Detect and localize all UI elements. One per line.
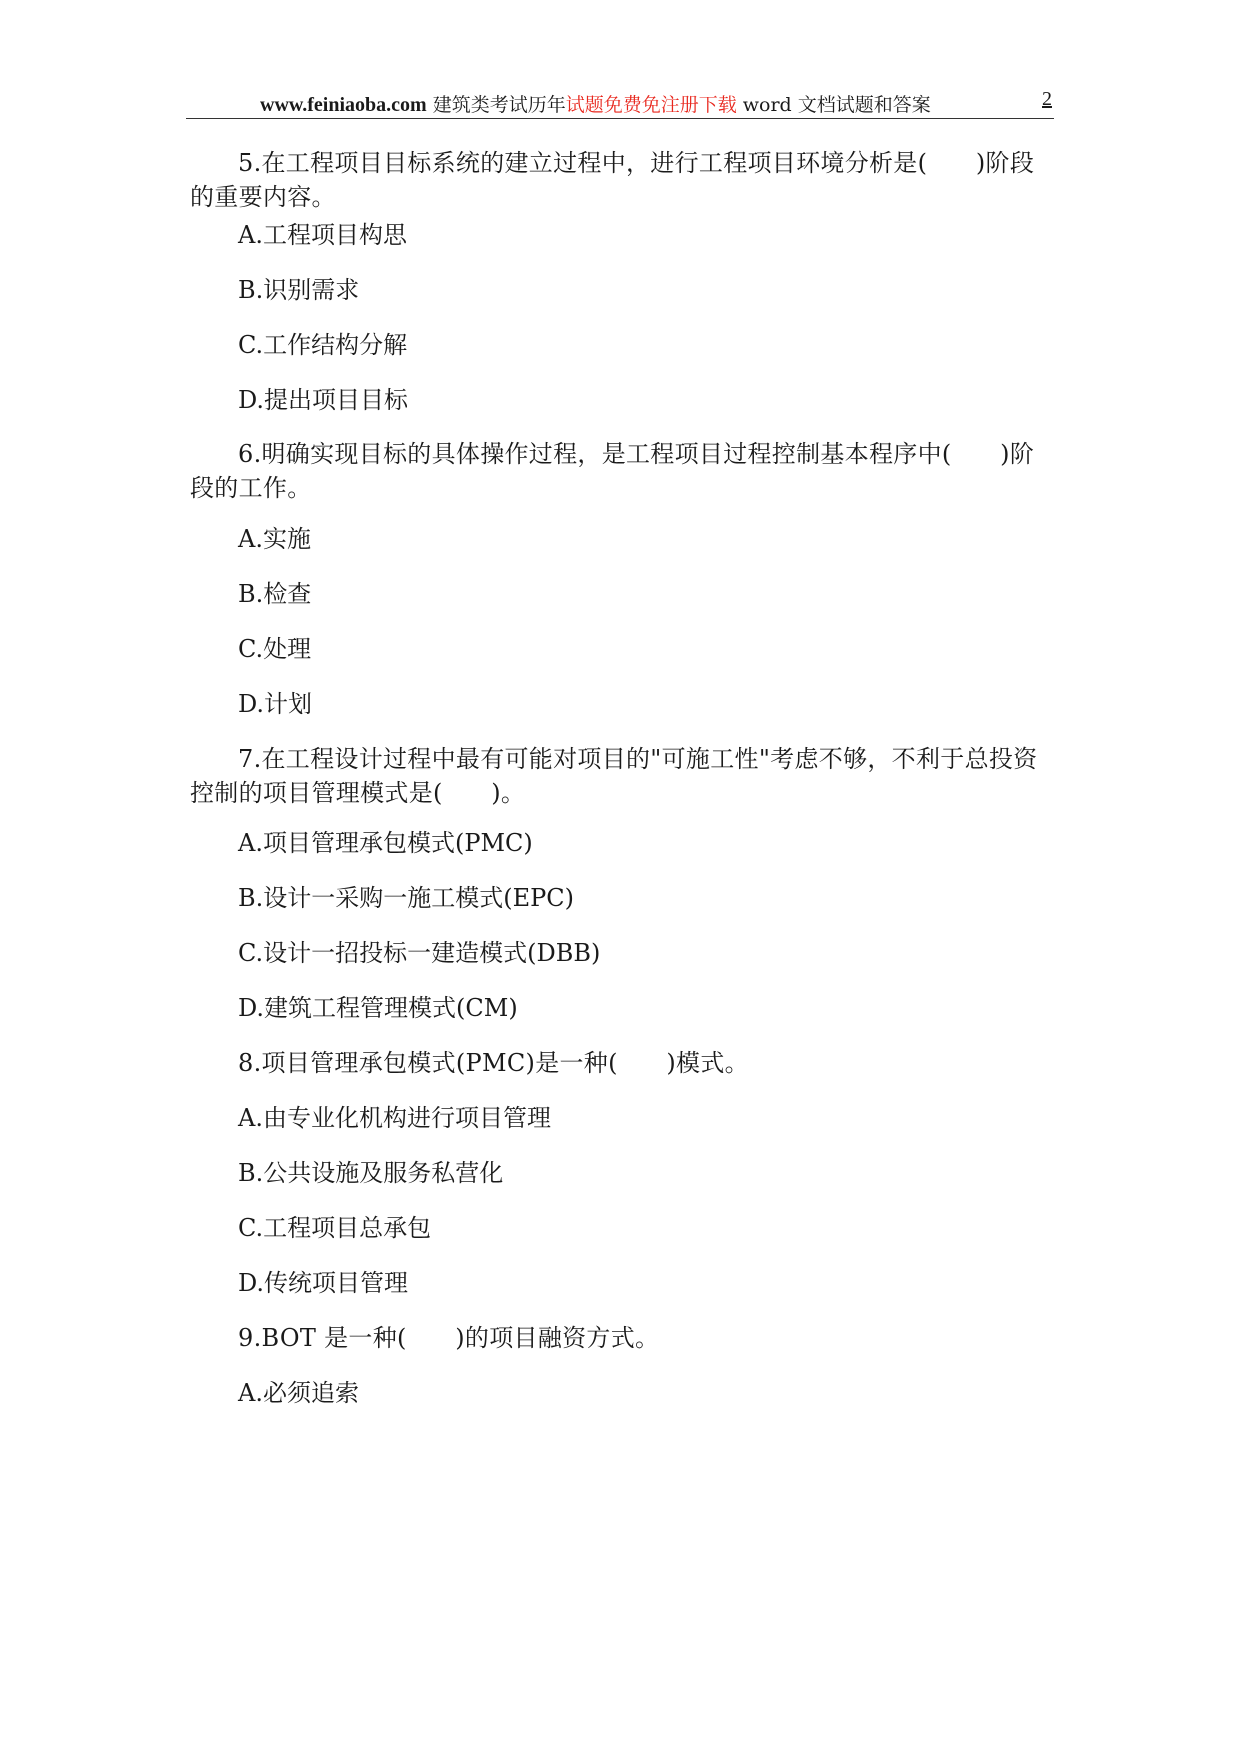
option-d: D.建筑工程管理模式(CM) — [238, 994, 518, 1022]
option-b: B.检查 — [238, 580, 312, 608]
question-line: 6.明确实现目标的具体操作过程，是工程项目过程控制基本程序中( )阶 — [238, 440, 1035, 468]
question-6 — [190, 437, 1034, 505]
question-line: 控制的项目管理模式是( )。 — [190, 779, 526, 807]
header-text — [260, 90, 931, 117]
option-d: D.传统项目管理 — [238, 1269, 409, 1297]
question-line: 5.在工程项目目标系统的建立过程中，进行工程项目环境分析是( )阶段 — [238, 149, 1035, 177]
option-b: B.公共设施及服务私营化 — [238, 1159, 504, 1187]
header-text-2: word 文档试题和答案 — [736, 94, 931, 116]
question-7 — [190, 742, 1037, 810]
option-c: C.设计一招投标一建造模式(DBB) — [238, 939, 601, 967]
question-line: 8.项目管理承包模式(PMC)是一种( )模式。 — [238, 1049, 749, 1077]
option-d: D.提出项目目标 — [238, 386, 409, 414]
option-a: A.实施 — [238, 525, 311, 553]
option-c: C.工作结构分解 — [238, 331, 408, 359]
option-b: B.识别需求 — [238, 276, 360, 304]
question-8 — [190, 1046, 749, 1080]
option-d: D.计划 — [238, 690, 313, 718]
option-a: A.必须追索 — [238, 1379, 359, 1407]
option-a: A.项目管理承包模式(PMC) — [238, 829, 533, 857]
question-line: 9.BOT 是一种( )的项目融资方式。 — [238, 1324, 660, 1352]
option-c: C.工程项目总承包 — [238, 1214, 432, 1242]
option-a: A.工程项目构思 — [238, 221, 407, 249]
question-line: 段的工作。 — [190, 474, 312, 502]
option-a: A.由专业化机构进行项目管理 — [238, 1104, 551, 1132]
question-line: 7.在工程设计过程中最有可能对项目的"可施工性"考虑不够，不利于总投资 — [238, 745, 1038, 773]
site-url[interactable]: www.feiniaoba.com — [260, 94, 427, 116]
option-b: B.设计一采购一施工模式(EPC) — [238, 884, 575, 912]
page-header — [186, 84, 1054, 119]
question-5 — [190, 146, 1034, 214]
page-number: 2 — [1042, 88, 1052, 110]
question-line: 的重要内容。 — [190, 183, 336, 211]
option-c: C.处理 — [238, 635, 312, 663]
header-text-1: 建筑类考试历年 — [426, 94, 566, 116]
header-red-text: 试题免费免注册下载 — [565, 94, 737, 116]
question-9 — [190, 1321, 659, 1355]
